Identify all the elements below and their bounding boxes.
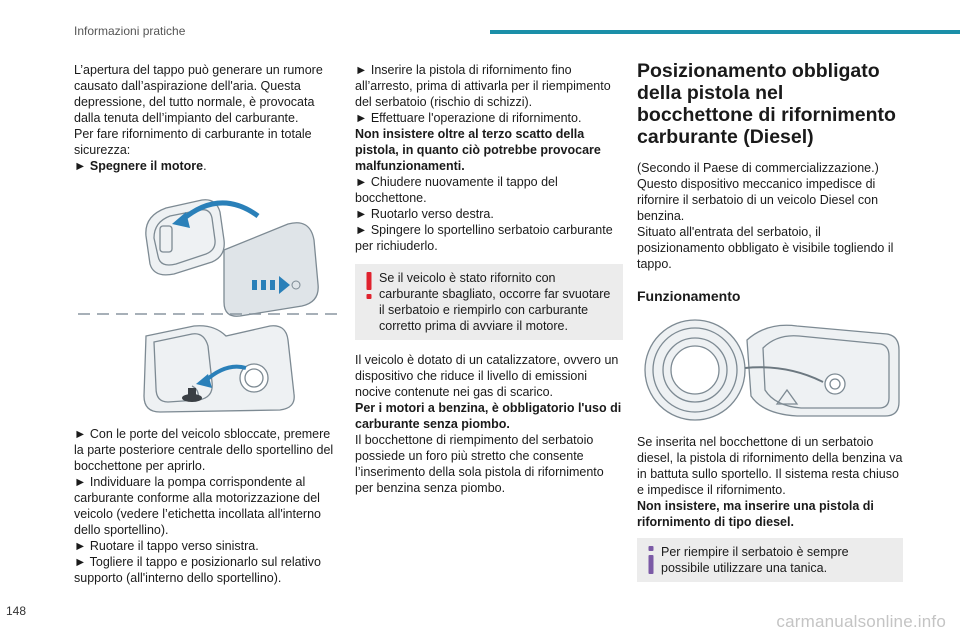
paragraph-safety: Per fare rifornimento di carburante in totale sicurezza: [74,127,312,157]
info-icon [645,545,657,575]
column-1 [74,62,342,586]
fuel-flap-illustration [74,186,342,416]
header-accent-bar [490,30,960,34]
list-item: ► Spingere lo sportellino serbatoio carburante per richiuderlo. [355,223,613,253]
step-list-col1 [74,426,342,586]
paragraph-catalyst: Il veicolo è dotato di un catalizzatore, ovvero un dispositivo che riduce il livello di emissioni nocive contenute nei gas di scarico. [355,353,619,399]
list-item: ► Effettuare l'operazione di rifornimento. [355,111,582,125]
list-item: ► Ruotare il tappo verso sinistra. [74,539,259,553]
column-2 [355,62,623,496]
info-note [637,538,903,582]
paragraph-location: Situato all'entrata del serbatoio, il posizionamento obbligato è visibile togliendo il tappo. [637,225,894,271]
list-item: ► Inserire la pistola di rifornimento fino all’arresto, prima di attivarla per il riempimento del serbatoio (rischio di schizzi). [355,63,611,109]
bold-diesel: Non insistere, ma inserire una pistola di rifornimento di tipo diesel. [637,499,874,529]
bold-warning: Non insistere oltre al terzo scatto della pistola, in quanto ciò potrebbe provocare malfunzionamenti. [355,127,601,173]
header-title: Informazioni pratiche [74,24,186,38]
paragraph-filler: Il bocchettone di riempimento del serbatoio possiede un foro più stretto che consente l’inserimento della sola pistola di rifornimento per benzina senza piombo. [355,433,604,495]
section-title: Posizionamento obbligato della pistola nel bocchettone di rifornimento carburante (Diesel) [637,60,896,148]
list-item: ► Togliere il tappo e posizionarlo sul relativo supporto (all'interno dello sportellino). [74,555,321,585]
list-item: ► Con le porte del veicolo sbloccate, premere la parte posteriore centrale dello sportellino del bocchettone per aprirlo. [74,427,334,473]
paragraph-noise: L’apertura del tappo può generare un rumore causato dall’aspirazione dell'aria. Questa depressione, del tutto normale, è provocata dalla tenuta dell’impianto del carburante. [74,63,323,125]
list-item: ► Chiudere nuovamente il tappo del bocchettone. [355,175,558,205]
paragraph-device: Questo dispositivo meccanico impedisce di rifornire il serbatoio di un veicolo Diesel con benzina. [637,177,879,223]
page-number: 148 [6,604,27,618]
paragraph-country: (Secondo il Paese di commercializzazione.) [637,161,879,175]
list-item: ► Individuare la pompa corrispondente al carburante conforme alla motorizzazione del veicolo (vedere l’etichetta incollata all'interno dello sportellino). [74,475,321,537]
step-stop-engine: ► Spegnere il motore. [74,159,207,173]
warning-note [355,264,623,340]
info-note-text: Per riempire il serbatoio è sempre possibile utilizzare una tanica. [661,545,849,575]
watermark: carmanualsonline.info [776,612,946,631]
column-3 [637,60,903,594]
list-item: ► Ruotarlo verso destra. [355,207,494,221]
paragraph-operation: Se inserita nel bocchettone di un serbatoio diesel, la pistola di rifornimento della benzina va in battuta sullo sportello. Il sistema resta chiuso e impedisce il rifornimento. [637,435,903,497]
bold-unleaded: Per i motori a benzina, è obbligatorio l'uso di carburante senza piombo. [355,401,622,431]
diesel-filler-illustration [637,316,903,422]
exclamation-warning-icon [363,271,375,301]
subsection-title: Funzionamento [637,288,741,304]
warning-note-text: Se il veicolo è stato rifornito con carburante sbagliato, occorre far svuotare il serbatoio e riempirlo con carburante corretto prima di avviare il motore. [379,271,611,333]
